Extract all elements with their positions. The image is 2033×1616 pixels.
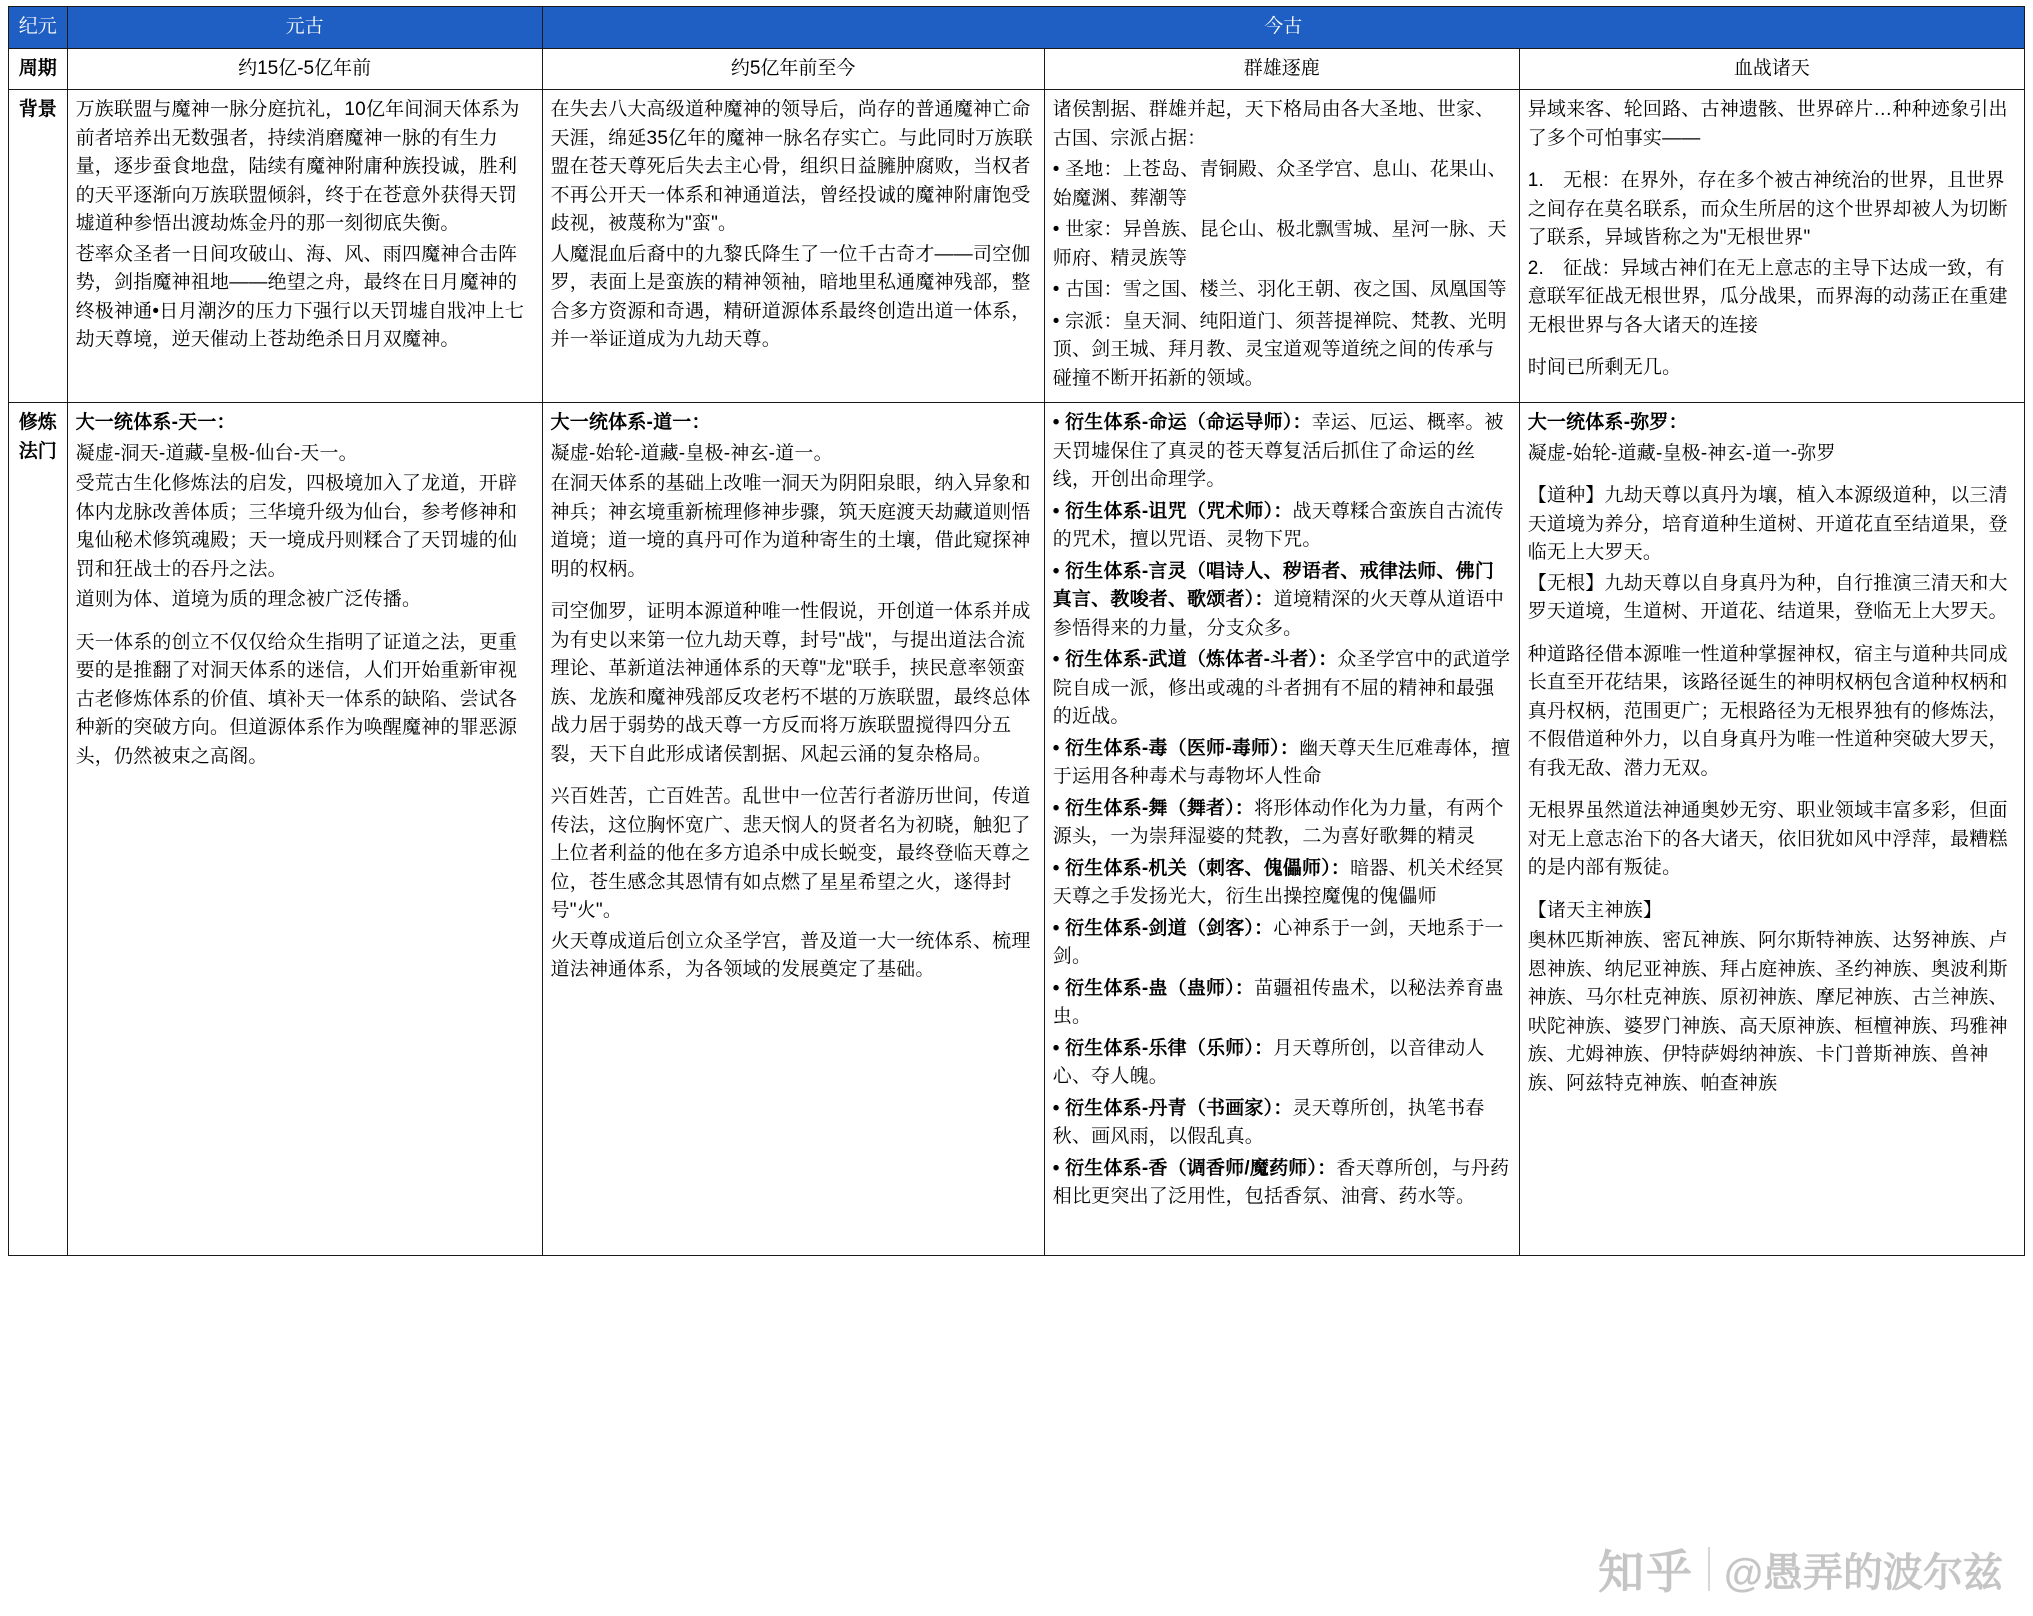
cultivation-4-spacer-3 <box>1528 785 2016 797</box>
cultivation-2-p1: 凝虚-始轮-道藏-皇极-神玄-道一。 <box>550 442 833 464</box>
cultivation-2-title: 大一统体系-道一： <box>550 412 711 433</box>
derived-system-curse <box>1053 498 1511 555</box>
derived-system-dance-text: 将形体动作化为力量，有两个源头，一为崇拜湿婆的梵教，二为喜好歌舞的精灵 <box>1052 797 1504 847</box>
background-1-p1: 万族联盟与魔神一脉分庭抗礼，10亿年间洞天体系为前者培养出无数强者，持续消磨魔神一脉的有生力量，逐步蚕食地盘，陆续有魔神附庸种族投诚，胜利的天平逐渐向万族联盟倾斜，终于在苍意外获得天罚墟道种参悟出渡劫炼金丹的那一刻彻底失衡。 <box>75 99 520 234</box>
derived-system-mechanism-head: • 衍生体系-机关（刺客、傀儡师）： <box>1052 857 1351 879</box>
background-row <box>9 90 2025 403</box>
derived-system-gu <box>1053 975 1511 1032</box>
cultivation-row-label: 修炼法门 <box>9 403 68 1256</box>
derived-system-martial <box>1053 646 1511 732</box>
background-1-p2: 苍率众圣者一日间攻破山、海、风、雨四魔神合击阵势，剑指魔神祖地——绝望之舟，最终在日月魔神的终极神通•日月潮汐的压力下强行以天罚墟自戕冲上七劫天尊境，逆天催动上苍劫绝杀日月双魔神。 <box>75 243 525 350</box>
cultivation-4-p2: 【道种】九劫天尊以真丹为壤，植入本源级道种，以三清天道境为养分，培育道种生道树、开道花直至结道果，登临无上大罗天。 <box>1527 485 2008 563</box>
background-4-p3: 2. 征战：异域古神们在无上意志的主导下达成一致，有意联军征战无根世界，瓜分战果，而界海的动荡正在重建无根世界与各大诸天的连接 <box>1527 257 2008 336</box>
lore-matrix-table <box>8 6 2025 1256</box>
derived-system-mechanism-text: 暗器、机关术经冥天尊之手发扬光大，衍生出操控魔傀的傀儡师 <box>1052 857 1504 907</box>
derived-system-martial-text: 众圣学宫中的武道学院自成一派，修出或魂的斗者拥有不屈的精神和最强的近战。 <box>1052 649 1511 727</box>
era-header-row <box>9 7 2025 49</box>
cultivation-4-p4: 种道路径借本源唯一性道种掌握神权，宿主与道种共同成长直至开花结果，该路径诞生的神明权柄包含道种权柄和真丹权柄，范围更广；无根路径为无根界独有的修炼法，不假借道种外力，以自身真丹为唯一性道种突破大罗天，有我无敌、潜力无双。 <box>1527 643 2008 779</box>
derived-system-poison-text: 幽天尊天生厄难毒体，擅于运用各种毒术与毒物坏人性命 <box>1052 737 1511 787</box>
derived-system-sword <box>1053 915 1511 972</box>
cultivation-4-title: 大一统体系-弥罗： <box>1527 412 1688 433</box>
background-4-p2: 1. 无根：在界外，存在多个被古神统治的世界，且世界之间存在莫名联系，而众生所居的这个世界却被人为切断了联系，异域皆称之为"无根世界" <box>1527 170 2008 248</box>
cultivation-cell-2 <box>542 403 1044 1256</box>
era-yuangu-header: 元古 <box>67 7 542 49</box>
background-3-kingdoms: • 古国：雪之国、楼兰、羽化王朝、夜之国、凤凰国等 <box>1052 279 1507 300</box>
period-cell-3: 群雄逐鹿 <box>1044 48 1519 90</box>
cultivation-cell-3 <box>1044 403 1519 1256</box>
background-4-p4: 时间已所剩无几。 <box>1527 357 1682 378</box>
background-cell-1 <box>67 90 542 403</box>
derived-system-curse-head: • 衍生体系-诅咒（咒术师）： <box>1052 500 1293 522</box>
derived-system-fate-text: 幸运、厄运、概率。被天罚墟保住了真灵的苍天尊复活后抓住了命运的丝线，开创出命理学。 <box>1052 412 1504 490</box>
derived-system-fate <box>1053 409 1511 495</box>
derived-system-music-text: 月天尊所创，以音律动人心、夺人魄。 <box>1052 1037 1485 1087</box>
derived-system-curse-text: 战天尊糅合蛮族自古流传的咒术，擅以咒语、灵物下咒。 <box>1052 500 1504 550</box>
period-cell-4: 血战诸天 <box>1519 48 2024 90</box>
derived-system-fragrance <box>1053 1155 1511 1212</box>
derived-system-fragrance-text: 香天尊所创，与丹药相比更突出了泛用性，包括香氛、油膏、药水等。 <box>1052 1157 1510 1207</box>
background-4-p1: 异域来客、轮回路、古神遗骸、世界碎片…种种迹象引出了多个可怕事实—— <box>1527 99 2008 149</box>
derived-system-gu-text: 苗疆祖传蛊术，以秘法养育蛊虫。 <box>1052 977 1504 1027</box>
watermark-username: @愚弄的波尔兹 <box>1723 1550 2003 1595</box>
derived-system-poison <box>1053 735 1511 792</box>
period-row <box>9 48 2025 90</box>
watermark-divider <box>1708 1547 1710 1591</box>
background-cell-4 <box>1519 90 2024 403</box>
derived-system-wordspirit <box>1053 558 1511 644</box>
era-row-label: 纪元 <box>9 7 68 49</box>
period-row-label: 周期 <box>9 48 68 90</box>
derived-system-poison-head: • 衍生体系-毒（医师-毒师）： <box>1052 737 1300 759</box>
derived-system-dance-head: • 衍生体系-舞（舞者）： <box>1052 797 1255 819</box>
cultivation-row <box>9 403 2025 1256</box>
period-cell-1: 约15亿-5亿年前 <box>67 48 542 90</box>
cultivation-4-p5: 无根界虽然道法神通奥妙无穷、职业领域丰富多彩，但面对无上意志治下的各大诸天，依旧犹如风中浮萍，最糟糕的是内部有叛徒。 <box>1527 800 2008 878</box>
cultivation-2-spacer-2 <box>551 771 1036 783</box>
derived-system-sword-head: • 衍生体系-剑道（剑客）： <box>1052 917 1274 939</box>
cultivation-2-p2: 在洞天体系的基础上改唯一洞天为阴阳泉眼，纳入异象和神兵；神玄境重新梳理修神步骤，筑天庭渡天劫藏道则悟道境；道一境的真丹可作为道种寄生的土壤，借此窥探神明的权柄。 <box>550 473 1031 580</box>
background-3-sects: • 宗派：皇天洞、纯阳道门、须菩提禅院、梵教、光明顶、剑王城、拜月教、灵宝道观等道统之间的传承与碰撞不断开拓新的领域。 <box>1052 310 1507 389</box>
derived-system-music-head: • 衍生体系-乐律（乐师）： <box>1052 1037 1274 1059</box>
cultivation-cell-1 <box>67 403 542 1256</box>
background-cell-2 <box>542 90 1044 403</box>
background-3-clans: • 世家：异兽族、昆仑山、极北飘雪城、星河一脉、天师府、精灵族等 <box>1052 219 1507 269</box>
derived-system-fragrance-head: • 衍生体系-香（调香师/魔药师）： <box>1052 1157 1337 1179</box>
cultivation-4-pantheon-list: 奥林匹斯神族、密瓦神族、阿尔斯特神族、达努神族、卢恩神族、纳尼亚神族、拜占庭神族、圣约神族、奥波利斯神族、马尔杜克神族、原初神族、摩尼神族、古兰神族、吠陀神族、婆罗门神族、高天原神族、桓檀神族、玛雅神族、尤姆神族、伊特萨姆纳神族、卡门普斯神族、兽神族、阿兹特克神族、帕查神族 <box>1527 930 2008 1094</box>
derived-system-dance <box>1053 795 1511 852</box>
derived-system-martial-head: • 衍生体系-武道（炼体者-斗者）： <box>1052 649 1338 670</box>
cultivation-1-p4: 天一体系的创立不仅仅给众生指明了证道之法，更重要的是推翻了对洞天体系的迷信，人们开始重新审视古老修炼体系的价值、填补天一体系的缺陷、尝试各种新的突破方向。但道源体系作为唤醒魔神的罪恶源头，仍然被束之高阁。 <box>75 631 518 767</box>
derived-system-painting <box>1053 1095 1511 1152</box>
cultivation-4-p3: 【无根】九劫天尊以自身真丹为种，自行推演三清天和大罗天道境，生道树、开道花、结道果，登临无上大罗天。 <box>1527 572 2008 622</box>
cultivation-2-p4: 兴百姓苦，亡百姓苦。乱世中一位苦行者游历世间，传道传法，这位胸怀宽广、悲天悯人的贤者名为初晓，触犯了上位者利益的他在多方追杀中成长蜕变，最终登临天尊之位，苍生感念其恩情有如点燃了星星希望之火，遂得封号"火"。 <box>550 786 1031 921</box>
derived-system-painting-head: • 衍生体系-丹青（书画家）： <box>1052 1097 1293 1119</box>
cultivation-1-p2: 受荒古生化修炼法的启发，四极境加入了龙道，开辟体内龙脉改善体质；三华境升级为仙台，参考修神和鬼仙秘术修筑魂殿；天一境成丹则糅合了天罚墟的仙罚和狂战士的吞丹之法。 <box>75 473 518 580</box>
derived-system-wordspirit-text: 道境精深的火天尊从道语中参悟得来的力量，分支众多。 <box>1052 589 1505 639</box>
cultivation-4-pantheon-title: 【诸天主神族】 <box>1527 899 1663 921</box>
cultivation-1-spacer <box>76 617 534 629</box>
zhihu-logo: 知乎 <box>1597 1546 1694 1598</box>
background-2-p2: 人魔混血后裔中的九黎氏降生了一位千古奇才——司空伽罗，表面上是蛮族的精神领袖，暗地里私通魔神残部，整合多方资源和奇遇，精研道源体系最终创造出道一体系，并一举证道成为九劫天尊。 <box>550 243 1031 350</box>
derived-system-music <box>1053 1035 1511 1092</box>
era-jingu-header: 今古 <box>542 7 2024 49</box>
cultivation-1-title: 大一统体系-天一： <box>75 412 236 433</box>
watermark <box>1598 1536 2003 1602</box>
derived-system-mechanism <box>1053 855 1511 912</box>
background-cell-3 <box>1044 90 1519 403</box>
background-2-p1: 在失去八大高级道种魔神的领导后，尚存的普通魔神亡命天涯，绵延35亿年的魔神一脉名存实亡。与此同时万族联盟在苍天尊死后失去主心骨，组织日益臃肿腐败，当权者不再公开天一体系和神通道法，曾经投诚的魔神附庸饱受歧视，被蔑称为"蛮"。 <box>550 99 1033 234</box>
period-cell-2: 约5亿年前至今 <box>542 48 1044 90</box>
derived-system-sword-text: 心神系于一剑，天地系于一剑。 <box>1052 917 1504 967</box>
cultivation-2-spacer-1 <box>551 586 1036 598</box>
background-row-label: 背景 <box>9 90 68 403</box>
derived-system-fate-head: • 衍生体系-命运（命运导师）： <box>1052 412 1312 433</box>
background-3-intro: 诸侯割据、群雄并起，天下格局由各大圣地、世家、古国、宗派占据： <box>1052 99 1495 149</box>
cultivation-cell-4 <box>1519 403 2024 1256</box>
background-3-holy-lands: • 圣地：上苍岛、青铜殿、众圣学宫、息山、花果山、始魔渊、葬潮等 <box>1052 159 1507 209</box>
cultivation-4-spacer-4 <box>1528 885 2016 897</box>
cultivation-2-p3: 司空伽罗，证明本源道种唯一性假说，开创道一体系并成为有史以来第一位九劫天尊，封号"战"，与提出道法合流理论、革新道法神通体系的天尊"龙"联手，挟民意率领蛮族、龙族和魔神残部反攻老朽不堪的万族联盟，最终总体战力居于弱势的战天尊一方反而将万族联盟搅得四分五裂，天下自此形成诸侯割据、风起云涌的复杂格局。 <box>550 601 1031 765</box>
background-4-spacer-1 <box>1528 155 2016 167</box>
cultivation-4-spacer-1 <box>1528 470 2016 482</box>
cultivation-1-p3: 道则为体、道境为质的理念被广泛传播。 <box>75 589 422 610</box>
derived-system-gu-head: • 衍生体系-蛊（蛊师）： <box>1052 977 1255 999</box>
derived-system-wordspirit-head: • 衍生体系-言灵（唱诗人、秽语者、戒律法师、佛门真言、教唆者、歌颂者）： <box>1052 560 1495 610</box>
cultivation-1-p1: 凝虚-洞天-道藏-皇极-仙台-天一。 <box>75 442 358 464</box>
cultivation-4-p1: 凝虚-始轮-道藏-皇极-神玄-道一-弥罗 <box>1527 442 1836 464</box>
background-4-spacer-2 <box>1528 342 2016 354</box>
cultivation-4-spacer-2 <box>1528 629 2016 641</box>
derived-system-painting-text: 灵天尊所创，执笔书春秋、画风雨，以假乱真。 <box>1052 1097 1485 1147</box>
cultivation-2-p5: 火天尊成道后创立众圣学宫，普及道一大一统体系、梳理道法神通体系，为各领域的发展奠定了基础。 <box>550 930 1031 980</box>
